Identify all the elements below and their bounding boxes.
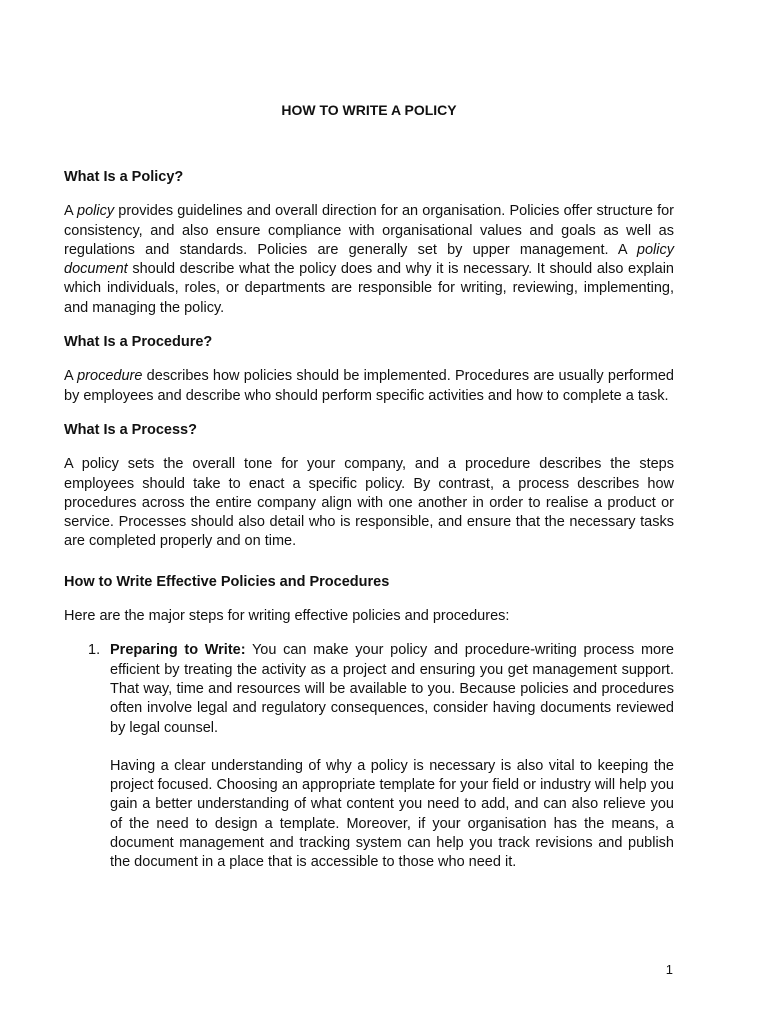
- heading-effective-policies: How to Write Effective Policies and Procedures: [64, 573, 390, 590]
- italic-term: policy: [77, 203, 115, 220]
- list-item-text: You can make your policy and procedure-writing process more efficient by treating the activity as a project and ensuring you get management support. That way, time and resources will be available to you. Because policies and procedures often involve legal and regulatory consequences, consider having documents reviewed by legal counsel.: [110, 642, 674, 736]
- page-number: 1: [665, 962, 673, 977]
- list-item-title: Preparing to Write:: [110, 642, 246, 659]
- heading-what-is-policy: What Is a Policy?: [64, 169, 184, 185]
- italic-term: policy document: [64, 241, 674, 278]
- paragraph-intro: Here are the major steps for writing effective policies and procedures:: [64, 608, 510, 625]
- text: should describe what the policy does and why it is necessary. It should also explain which individuals, roles, or departments are responsible for writing, reviewing, implementing, and managing the policy.: [64, 261, 674, 316]
- steps-list: [64, 641, 674, 872]
- text: A: [64, 368, 78, 385]
- italic-term: procedure: [77, 368, 143, 385]
- text: A: [64, 203, 78, 220]
- heading-what-is-process: What Is a Process?: [64, 421, 197, 438]
- paragraph-procedure: [64, 367, 674, 406]
- list-item-continuation: Having a clear understanding of why a policy is necessary is also vital to keeping the project focused. Choosing an appropriate template for your field or industry will help you gain a better understanding of what content you need to add, and can also relieve you of the need to design a template. Moreover, if your organisation has the means, a document management and tracking system can help you track revisions and publish the document in a place that is accessible to those who need it.: [110, 757, 674, 871]
- list-item-number: 1.: [88, 642, 101, 659]
- paragraph-policy: [64, 202, 674, 318]
- heading-what-is-procedure: What Is a Procedure?: [64, 334, 213, 351]
- text: provides guidelines and overall direction for an organisation. Policies offer structure for consistency, and also ensure compliance with organisational values and goals as well as regulations and standards. Policies are generally set by upper management. A: [64, 203, 674, 258]
- text: describes how policies should be implemented. Procedures are usually performed by employees and describe who should perform specific activities and how to complete a task.: [64, 368, 674, 404]
- paragraph-process: A policy sets the overall tone for your company, and a procedure describes the steps employees should take to enact a specific policy. By contrast, a process describes how procedures across the entire company align with one another in order to realise a product or service. Processes should also detail who is responsible, and ensure that the necessary tasks are completed properly and on time.: [64, 456, 674, 550]
- document-body: [64, 168, 674, 873]
- document-title: HOW TO WRITE A POLICY: [281, 102, 457, 118]
- list-item: [64, 641, 674, 737]
